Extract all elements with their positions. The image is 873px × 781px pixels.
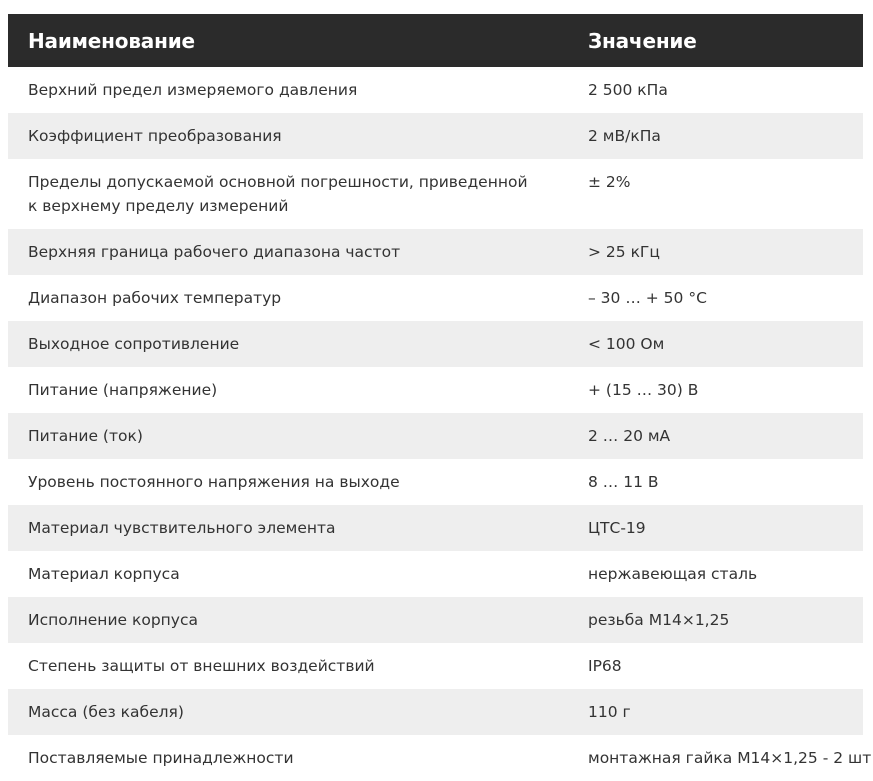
table-row	[8, 159, 863, 229]
row-value: 2 … 20 мА	[568, 413, 863, 459]
table-row	[8, 597, 863, 643]
row-name: Степень защиты от внешних воздействий	[28, 657, 375, 675]
row-value: < 100 Ом	[568, 321, 863, 367]
row-value: ЦТС-19	[568, 505, 863, 551]
table-header	[8, 14, 863, 67]
table-row	[8, 275, 863, 321]
table-row	[8, 367, 863, 413]
row-name: Пределы допускаемой основной погрешности, приведенной к верхнему пределу измерений	[28, 173, 528, 215]
row-value: 110 г	[568, 689, 863, 735]
row-name: Диапазон рабочих температур	[28, 289, 282, 307]
row-name: Исполнение корпуса	[8, 597, 568, 643]
table-body	[8, 67, 872, 781]
table-row	[8, 413, 863, 459]
row-name: Масса (без кабеля)	[8, 689, 568, 735]
row-value: монтажная гайка М14×1,25 - 2 шт	[588, 749, 872, 767]
row-value: 2 500 кПа	[588, 81, 668, 99]
row-name: Материал корпуса	[28, 565, 180, 583]
row-value: 2 мВ/кПа	[568, 113, 863, 159]
table-row	[8, 505, 863, 551]
specs-table	[8, 14, 872, 781]
row-name: Выходное сопротивление	[8, 321, 568, 367]
header-name: Наименование	[8, 14, 568, 67]
table-row	[8, 643, 863, 689]
row-name: Питание (напряжение)	[28, 381, 218, 399]
table-row	[8, 735, 863, 781]
table-row	[8, 459, 863, 505]
row-value: – 30 … + 50 °С	[588, 289, 707, 307]
row-value: ± 2%	[588, 173, 631, 191]
row-name: Верхняя граница рабочего диапазона частот	[8, 229, 568, 275]
row-name: Коэффициент преобразования	[8, 113, 568, 159]
row-name: Материал чувствительного элемента	[8, 505, 568, 551]
row-value: нержавеющая сталь	[588, 565, 758, 583]
row-name: Питание (ток)	[8, 413, 568, 459]
table-row	[8, 113, 863, 159]
row-value: 8 … 11 В	[588, 473, 659, 491]
row-value: IP68	[588, 657, 622, 675]
row-value: + (15 … 30) В	[588, 381, 699, 399]
table-row	[8, 551, 863, 597]
row-name: Поставляемые принадлежности	[28, 749, 294, 767]
header-row	[8, 14, 863, 67]
header-value: Значение	[568, 14, 863, 67]
table-row	[8, 229, 863, 275]
table-row	[8, 321, 863, 367]
row-name: Уровень постоянного напряжения на выходе	[28, 473, 400, 491]
specs-table-container	[8, 14, 872, 781]
row-value: > 25 кГц	[568, 229, 863, 275]
row-value: резьба М14×1,25	[568, 597, 863, 643]
table-row	[8, 67, 863, 113]
row-name: Верхний предел измеряемого давления	[28, 81, 358, 99]
table-row	[8, 689, 863, 735]
